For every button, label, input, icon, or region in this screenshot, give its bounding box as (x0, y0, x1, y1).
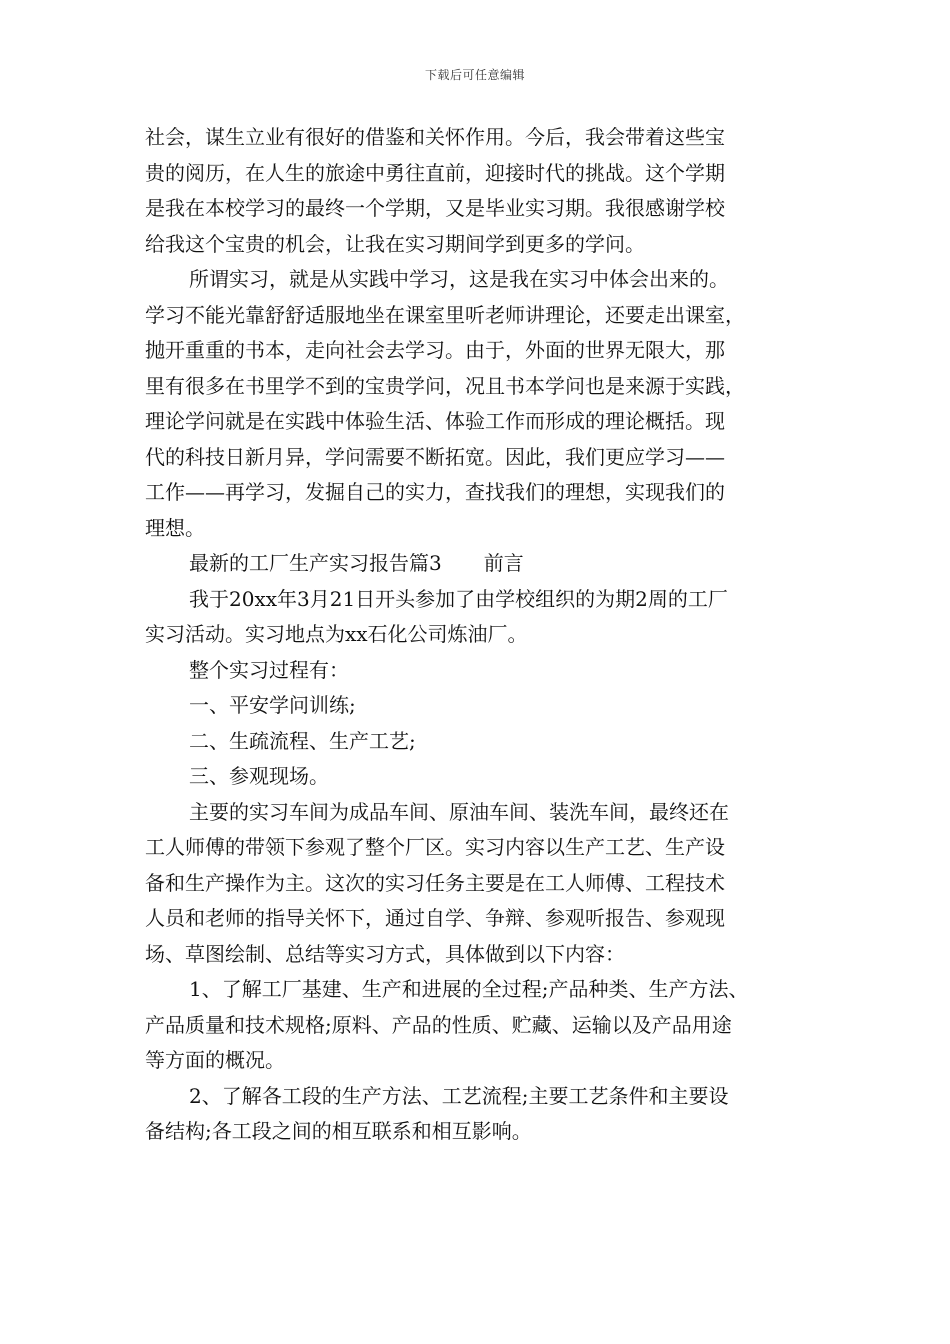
paragraph-line: 社会，谋生立业有很好的借鉴和关怀作用。今后，我会带着这些宝 (145, 125, 725, 149)
list-item: 三、参观现场。 (189, 764, 329, 788)
paragraph-line: 备和生产操作为主。这次的实习任务主要是在工人师傅、工程技术 (145, 870, 725, 895)
paragraph-line: 里有很多在书里学不到的宝贵学问，况且书本学问也是来源于实践， (145, 373, 745, 398)
paragraph-line: 工作——再学习，发掘自己的实力，查找我们的理想，实现我们的 (145, 480, 725, 504)
section-heading (145, 546, 825, 582)
paragraph-line: 整个实习过程有： (189, 657, 349, 682)
paragraph-line: 给我这个宝贵的机会，让我在实习期间学到更多的学问。 (145, 231, 645, 256)
paragraph-line: 我于20xx年3月21日开头参加了由学校组织的为期2周的工厂 (189, 586, 728, 611)
paragraph-line: 人员和老师的指导关怀下，通过自学、争辩、参观听报告、参观现 (145, 906, 725, 930)
section-heading-title: 最新的工厂生产实习报告篇3 (189, 551, 442, 575)
paragraph-line: 场、草图绘制、总结等实习方式，具体做到以下内容： (145, 941, 625, 966)
document-body (145, 120, 825, 1150)
paragraph-line: 是我在本校学习的最终一个学期，又是毕业实习期。我很感谢学校 (145, 196, 725, 220)
paragraph-line: 主要的实习车间为成品车间、原油车间、装洗车间，最终还在 (189, 799, 729, 824)
numbered-item: 2、了解各工段的生产方法、工艺流程;主要工艺条件和主要设 (189, 1083, 729, 1108)
paragraph-line: 实习活动。实习地点为xx石化公司炼油厂。 (145, 622, 528, 646)
paragraph-line: 抛开重重的书本，走向社会去学习。由于，外面的世界无限大，那 (145, 338, 725, 362)
section-heading-subtitle: 前言 (483, 551, 524, 575)
paragraph-line: 学习不能光靠舒舒适服地坐在课室里听老师讲理论，还要走出课室， (145, 302, 745, 327)
numbered-item: 1、了解工厂基建、生产和进展的全过程;产品种类、生产方法、 (189, 977, 749, 1001)
paragraph-line: 备结构;各工段之间的相互联系和相互影响。 (145, 1119, 532, 1143)
page-header: 下载后可任意编辑 (424, 68, 525, 82)
paragraph-line: 代的科技日新月异，学问需要不断拓宽。因此，我们更应学习—— (145, 444, 725, 469)
paragraph-line: 贵的阅历，在人生的旅途中勇往直前，迎接时代的挑战。这个学期 (145, 160, 725, 185)
paragraph-line: 工人师傅的带领下参观了整个厂区。实习内容以生产工艺、生产设 (145, 835, 725, 859)
paragraph-line: 理论学问就是在实践中体验生活、体验工作而形成的理论概括。现 (145, 409, 725, 433)
list-item: 一、平安学问训练; (189, 693, 356, 717)
paragraph-line: 理想。 (145, 515, 205, 540)
list-item: 二、生疏流程、生产工艺; (189, 728, 416, 753)
paragraph-line: 产品质量和技术规格;原料、产品的性质、贮藏、运输以及产品用途 (145, 1012, 732, 1037)
paragraph-line: 所谓实习，就是从实践中学习，这是我在实习中体会出来的。 (189, 267, 729, 291)
paragraph-line: 等方面的概况。 (145, 1048, 285, 1072)
